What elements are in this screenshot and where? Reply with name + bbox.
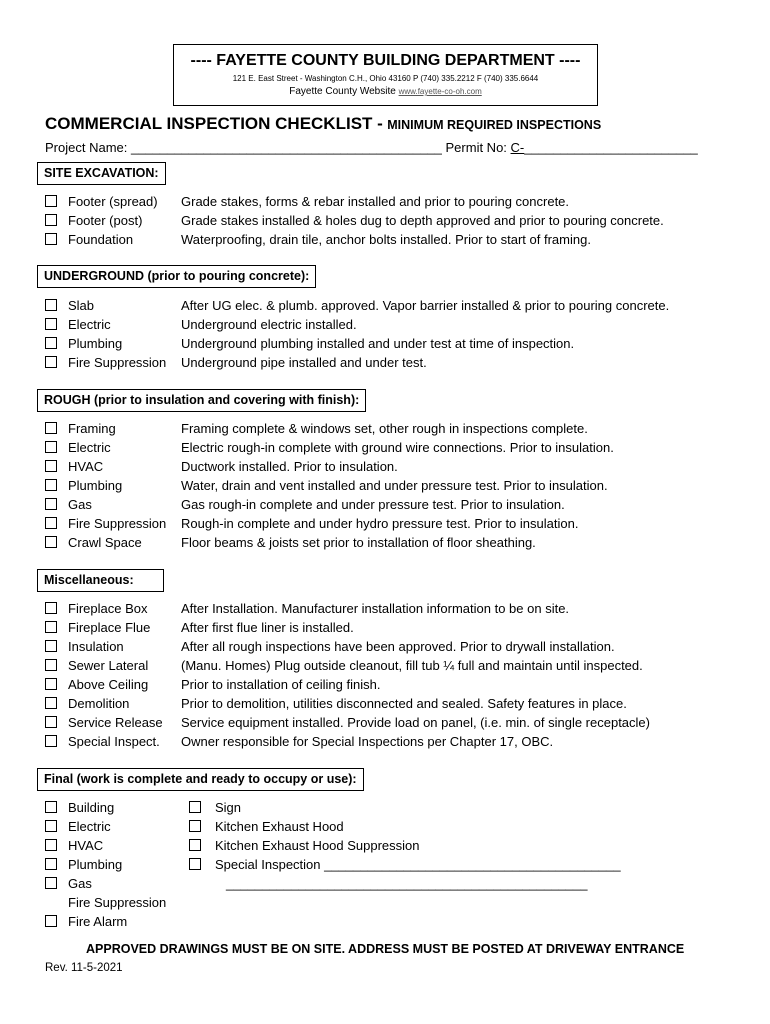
checkbox[interactable]	[45, 640, 57, 652]
item-label: Gas	[68, 497, 92, 512]
item-description: Electric rough-in complete with ground wire connections. Prior to insulation.	[181, 440, 614, 455]
checkbox[interactable]	[189, 858, 201, 870]
checklist-row	[0, 875, 700, 893]
checkbox[interactable]	[45, 460, 57, 472]
item-description: Underground plumbing installed and under test at time of inspection.	[181, 336, 575, 351]
item-label: Fireplace Flue	[68, 620, 151, 635]
item-label: Fireplace Box	[68, 601, 148, 616]
item-label: Electric	[68, 440, 111, 455]
item-description: Grade stakes installed & holes dug to depth approved and prior to pouring concrete.	[181, 213, 664, 228]
department-address: 121 E. East Street - Washington C.H., Ohio 43160 P (740) 335.2212 F (740) 335.6644	[232, 74, 539, 83]
item-description: After UG elec. & plumb. approved. Vapor barrier installed & prior to pouring concrete.	[181, 298, 670, 313]
checkbox[interactable]	[45, 735, 57, 747]
item-description: Floor beams & joists set prior to installation of floor sheathing.	[181, 535, 536, 550]
item-description: (Manu. Homes) Plug outside cleanout, fill tub ¼ full and maintain until inspected.	[181, 658, 643, 673]
item-label: Framing	[68, 421, 116, 436]
item-label: Building	[68, 800, 115, 815]
item-label: Fire Suppression	[68, 895, 167, 910]
item-label: Plumbing	[68, 336, 123, 351]
revision-date: Rev. 11-5-2021	[45, 962, 123, 974]
checkbox[interactable]	[45, 678, 57, 690]
checkbox[interactable]	[45, 498, 57, 510]
item-label: Electric	[68, 819, 111, 834]
item-label: Special Inspect.	[68, 734, 160, 749]
item-label: Service Release	[68, 715, 163, 730]
item-label: HVAC	[68, 459, 104, 474]
item-label: Sign	[215, 800, 242, 815]
checklist-row	[0, 818, 700, 836]
section-rough-title: ROUGH (prior to insulation and covering with finish):	[37, 389, 366, 412]
item-label: Above Ceiling	[68, 677, 149, 692]
checkbox[interactable]	[45, 602, 57, 614]
item-label: Foundation	[68, 232, 134, 247]
document-title	[45, 114, 601, 134]
item-label: Kitchen Exhaust Hood Suppression	[215, 838, 420, 853]
checkbox[interactable]	[45, 915, 57, 927]
checkbox[interactable]	[45, 536, 57, 548]
section-final-title: Final (work is complete and ready to occupy or use):	[37, 768, 364, 791]
item-description: Rough-in complete and under hydro pressure test. Prior to insulation.	[181, 516, 579, 531]
item-description: Grade stakes, forms & rebar installed and prior to pouring concrete.	[181, 194, 570, 209]
item-description: Gas rough-in complete and under pressure test. Prior to insulation.	[181, 497, 565, 512]
item-label: Kitchen Exhaust Hood	[215, 819, 344, 834]
checkbox[interactable]	[189, 820, 201, 832]
item-label: Slab	[68, 298, 95, 313]
item-label: Crawl Space	[68, 535, 142, 550]
website-link[interactable]: www.fayette-co-oh.com	[398, 87, 482, 96]
checkbox[interactable]	[45, 479, 57, 491]
item-label: Fire Alarm	[68, 914, 128, 929]
project-name-field[interactable]: ___________________________________________	[131, 140, 442, 155]
item-label: Plumbing	[68, 857, 123, 872]
section-miscellaneous-title: Miscellaneous:	[37, 569, 164, 592]
item-label: Electric	[68, 317, 111, 332]
item-description: Underground pipe installed and under test.	[181, 355, 427, 370]
item-description: Prior to installation of ceiling finish.	[181, 677, 381, 692]
checkbox[interactable]	[45, 801, 57, 813]
item-label: Footer (post)	[68, 213, 143, 228]
checkbox[interactable]	[45, 716, 57, 728]
item-label: Sewer Lateral	[68, 658, 149, 673]
checklist-subtitle: MINIMUM REQUIRED INSPECTIONS	[387, 118, 602, 132]
item-description: Owner responsible for Special Inspections per Chapter 17, OBC.	[181, 734, 554, 749]
special-inspection-field[interactable]: _________________________________________	[324, 857, 621, 872]
checkbox[interactable]	[45, 233, 57, 245]
permit-number-field[interactable]: C-	[510, 140, 525, 155]
item-description: After all rough inspections have been approved. Prior to drywall installation.	[181, 639, 615, 654]
item-label: Footer (spread)	[68, 194, 158, 209]
item-description: Underground electric installed.	[181, 317, 357, 332]
website-label: Fayette County Website	[289, 86, 396, 97]
checkbox[interactable]	[189, 801, 201, 813]
checkbox[interactable]	[45, 621, 57, 633]
item-label: Fire Suppression	[68, 355, 167, 370]
checkbox[interactable]	[45, 337, 57, 349]
item-description: After first flue liner is installed.	[181, 620, 354, 635]
item-description: Prior to demolition, utilities disconnected and sealed. Safety features in place.	[181, 696, 627, 711]
checkbox[interactable]	[45, 839, 57, 851]
checkbox[interactable]	[189, 839, 201, 851]
item-label: Gas	[68, 876, 92, 891]
item-description: Waterproofing, drain tile, anchor bolts installed. Prior to start of framing.	[181, 232, 591, 247]
checkbox[interactable]	[45, 299, 57, 311]
checkbox[interactable]	[45, 877, 57, 889]
checkbox[interactable]	[45, 858, 57, 870]
checklist-title: COMMERCIAL INSPECTION CHECKLIST -	[45, 114, 383, 133]
item-label: Plumbing	[68, 478, 123, 493]
item-description: Service equipment installed. Provide load on panel, (i.e. min. of single receptacle)	[181, 715, 650, 730]
checkbox[interactable]	[45, 214, 57, 226]
section-site-excavation-title: SITE EXCAVATION:	[37, 162, 166, 185]
checkbox[interactable]	[45, 697, 57, 709]
permit-label: Permit No:	[445, 140, 507, 155]
item-label: HVAC	[68, 838, 104, 853]
checkbox[interactable]	[45, 318, 57, 330]
checklist-row	[0, 837, 700, 855]
checkbox[interactable]	[45, 659, 57, 671]
site-notice: APPROVED DRAWINGS MUST BE ON SITE. ADDRESS MUST BE POSTED AT DRIVEWAY ENTRANCE	[86, 942, 685, 956]
checklist-row	[0, 799, 700, 817]
checkbox[interactable]	[45, 195, 57, 207]
department-title: ---- FAYETTE COUNTY BUILDING DEPARTMENT ----	[190, 52, 581, 69]
project-row	[45, 140, 698, 155]
item-description: Water, drain and vent installed and under pressure test. Prior to insulation.	[181, 478, 608, 493]
checkbox[interactable]	[45, 356, 57, 368]
item-description: After Installation. Manufacturer installation information to be on site.	[181, 601, 570, 616]
permit-number-line[interactable]: ________________________	[524, 140, 698, 155]
checkbox[interactable]	[45, 441, 57, 453]
item-label: Fire Suppression	[68, 516, 167, 531]
item-description: Framing complete & windows set, other rough in inspections complete.	[181, 421, 588, 436]
item-label: Demolition	[68, 696, 130, 711]
item-label: Insulation	[68, 639, 124, 654]
special-inspection-row	[215, 856, 621, 874]
checkbox[interactable]	[45, 517, 57, 529]
checklist-row	[0, 856, 700, 874]
department-header	[173, 44, 598, 106]
checkbox[interactable]	[45, 820, 57, 832]
checkbox[interactable]	[45, 422, 57, 434]
special-inspection-extra-line[interactable]: __________________________________________________	[226, 876, 588, 891]
item-label: Special Inspection	[215, 857, 321, 872]
website-line	[174, 86, 597, 97]
item-description: Ductwork installed. Prior to insulation.	[181, 459, 398, 474]
project-name-label: Project Name:	[45, 140, 128, 155]
section-underground-title: UNDERGROUND (prior to pouring concrete):	[37, 265, 316, 288]
